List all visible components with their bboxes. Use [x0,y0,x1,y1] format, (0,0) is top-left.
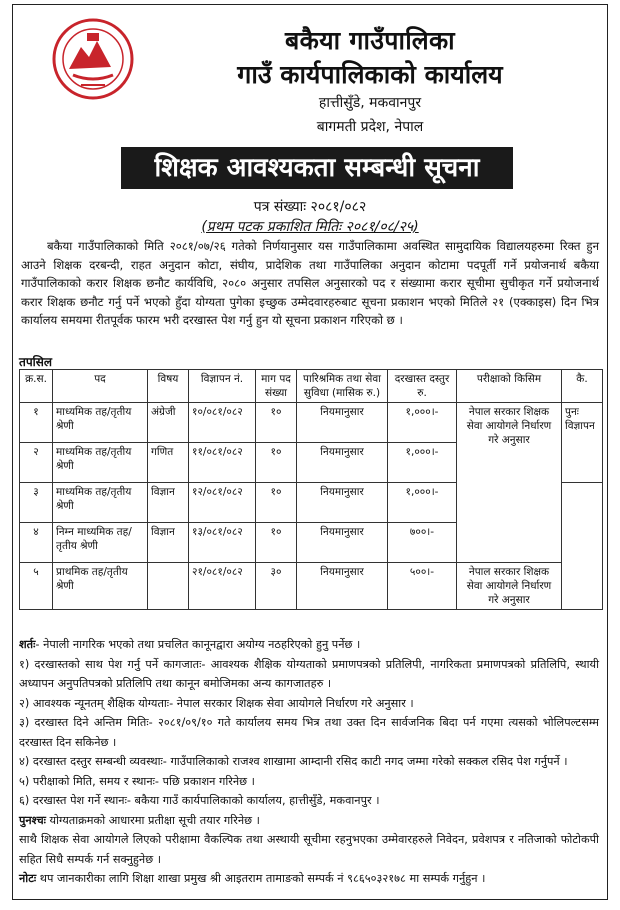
details-heading: तपसिल [19,355,53,369]
office-subtitle: गाउँ कार्यपालिकाको कार्यालय [237,60,503,89]
cell-exam-type: नेपाल सरकार शिक्षक सेवा आयोगले निर्धारण गरे अनुसार [457,403,562,563]
conditions-section [19,635,599,889]
cell-adno: १२/०८१/०८२ [189,483,256,523]
cell-fee: ७००।- [388,523,457,563]
cell-remark: पुनः विज्ञापन [562,403,603,483]
cell-adno: १०/०८१/०८२ [189,403,256,443]
note-text: थप जानकारीका लागि शिक्षा शाखा प्रमुख श्री आइतराम तामाङको सम्पर्क नं ९८६५०३२१७८ मा सम्पर्क गर्नुहुन । [36,872,486,885]
cell-adno: १३/०८१/०८२ [189,523,256,563]
col-header: माग पद संख्या [256,370,297,403]
cell-post: प्राथमिक तह/तृतीय श्रेणी [53,563,148,610]
condition-text: - नेपाली नागरिक भएको तथा प्रचलित कानूनद्वारा अयोग्य नठहरिएको हुनु पर्नेछ । [35,638,361,651]
cell-fee: ५००।- [388,563,457,610]
col-header: क्र.स. [20,370,53,403]
col-header: परीक्षाको किसिम [457,370,562,403]
condition-item: ३) दरखास्त दिने अन्तिम मितिः- २०८१/०९/१० गते कार्यालय समय भित्र तथा उक्त दिन सार्वजनिक बिदा पर्न गएमा त्यसको भोलिपल्टसम्म दरखास्त दिन सकिनेछ । [19,716,599,749]
cell-adno: २१/०८१/०८२ [189,563,256,610]
cell-subject: विज्ञान [148,483,189,523]
cell-subject: विज्ञान [148,523,189,563]
table-row [20,403,603,443]
address-line-2: बागमती प्रदेश, नेपाल [316,119,424,135]
intro-paragraph: बकैया गाउँपालिकाको मिति २०८१/०७/२६ गतेको निर्णयानुसार यस गाउँपालिकामा अवस्थित सामुदायिक विद्यालयहरुमा रिक्त हुन आउने शिक्षक दरबन्दी, राहत अनुदान कोटा, संघीय, प्रादेशिक तथा गाउँपालिका अनुदान कोटामा पदपूर्ती गर्ने प्रयोजनार्थ बकैया गाउँपालिकाको करार शिक्षक छनौट कार्यविधि, २०८० अनुसार तपसिल अनुसारको पद र संख्यामा करार सूचीमा सुचीकृत गर्ने प्रयोजनार्थ करार शिक्षक छनौट गर्नु पर्ने भएको हुँदा योग्यता पुगेका इच्छुक उम्मेदवारहरुबाट सूचना प्रकाशन भएको मितिले २१ (एक्काइस) दिन भित्र कार्यालय समयमा रीतपूर्वक फारम भरी दरखास्त पेश गर्नु हुन यो सूचना प्रकाशन गरिएको छ । [21,239,599,327]
col-header: दरखास्त दस्तुर रु. [388,370,457,403]
condition-label: शर्तः [19,638,36,651]
postscript-text: योग्यताक्रमको आधारमा प्रतीक्षा सूची तयार गरिनेछ । [45,813,260,827]
cell-count: ३० [256,563,297,610]
address-line-1: हात्तीसुँडे, मकवानपुर [318,95,422,111]
vacancy-table [19,369,603,610]
cell-subject [148,563,189,610]
condition-item: २) आवश्यक न्यूनतम् शैक्षिक योग्यताः- नेपाल सरकार शिक्षक सेवा आयोगले निर्धारण गरे अनुसार । [19,696,414,710]
cell-subject: अंग्रेजी [148,403,189,443]
col-header: विज्ञापन नं. [189,370,256,403]
cell-post: निम्न माध्यमिक तह/तृतीय श्रेणी [53,523,148,563]
cell-salary: नियमानुसार [297,403,388,443]
cell-count: १० [256,443,297,483]
notice-page [12,4,608,900]
condition-main [19,635,599,655]
note-label: नोटः [19,872,37,885]
contact-note [19,869,599,889]
cell-fee: १,०००।- [388,403,457,443]
notice-title-banner: शिक्षक आवश्यकता सम्बन्धी सूचना [121,147,513,189]
condition-item: ६) दरखास्त पेश गर्ने स्थानः- बकैया गाउँ कार्यपालिकाको कार्यालय, हात्तीसुँडे, मकवानपुर । [19,794,380,807]
cell-count: १० [256,523,297,563]
cell-fee: १,०००।- [388,483,457,523]
cell-sn: ३ [20,483,53,523]
col-header: पद [53,370,148,403]
cell-count: १० [256,483,297,523]
cell-salary: नियमानुसार [297,563,388,610]
cell-adno: ११/०८१/०८२ [189,443,256,483]
cell-sn: ४ [20,523,53,563]
cell-sn: २ [20,443,53,483]
postscript-detail: साथै शिक्षक सेवा आयोगले लिएको परीक्षामा वैकल्पिक तथा अस्थायी सूचीमा रहनुभएका उम्मेवारहरुले निवेदन, प्रवेशपत्र र नतिजाको फोटोकपी सहित सिधै सम्पर्क गर्न सक्नुहुनेछ । [19,833,599,866]
cell-salary: नियमानुसार [297,523,388,563]
cell-exam-type: नेपाल सरकार शिक्षक सेवा आयोगले निर्धारण गरे अनुसार [457,563,562,610]
letter-number: पत्र संख्याः २०८१/०८२ [253,199,367,215]
emblem-icon [51,17,135,101]
table-header-row [20,370,603,403]
col-header: विषय [148,370,189,403]
cell-sn: ५ [20,563,53,610]
cell-subject: गणित [148,443,189,483]
cell-salary: नियमानुसार [297,443,388,483]
cell-sn: १ [20,403,53,443]
col-header: कै. [562,370,603,403]
postscript [19,811,599,831]
cell-post: माध्यमिक तह/तृतीय श्रेणी [53,483,148,523]
cell-count: १० [256,403,297,443]
office-name: बकैया गाउँपालिका [285,26,455,55]
condition-item: १) दरखास्तको साथ पेश गर्नु पर्ने कागजातः- आवश्यक शैक्षिक योग्यताको प्रमाणपत्रको प्रतिलिपी, नागरिकता प्रमाणपत्रको प्रतिलिपि, स्थायी अध्यापन अनुपतिपत्रको प्रतिलिपि तथा कानून बमोजिमका अन्य कागजातहरु । [19,657,599,690]
cell-salary: नियमानुसार [297,483,388,523]
cell-remark-empty [562,483,603,610]
table-row [20,563,603,610]
cell-post: माध्यमिक तह/तृतीय श्रेणी [53,443,148,483]
cell-fee: १,०००।- [388,443,457,483]
published-date: (प्रथम पटक प्रकाशित मितिः २०८१/०८/२५) [201,219,419,235]
condition-item: ४) दरखास्त दस्तुर सम्बन्धी व्यवस्थाः- गाउँपालिकाको राजश्व शाखामा आम्दानी रसिद काटी नगद जम्मा गरेको सक्कल रसिद पेश गर्नुपर्ने । [19,755,568,768]
postscript-label: पुनश्चः [19,813,46,827]
condition-item: ५) परीक्षाको मिति, समय र स्थानः- पछि प्रकाशन गरिनेछ । [19,774,255,788]
cell-post: माध्यमिक तह/तृतीय श्रेणी [53,403,148,443]
col-header: पारिश्रमिक तथा सेवा सुविधा (मासिक रु.) [297,370,388,403]
